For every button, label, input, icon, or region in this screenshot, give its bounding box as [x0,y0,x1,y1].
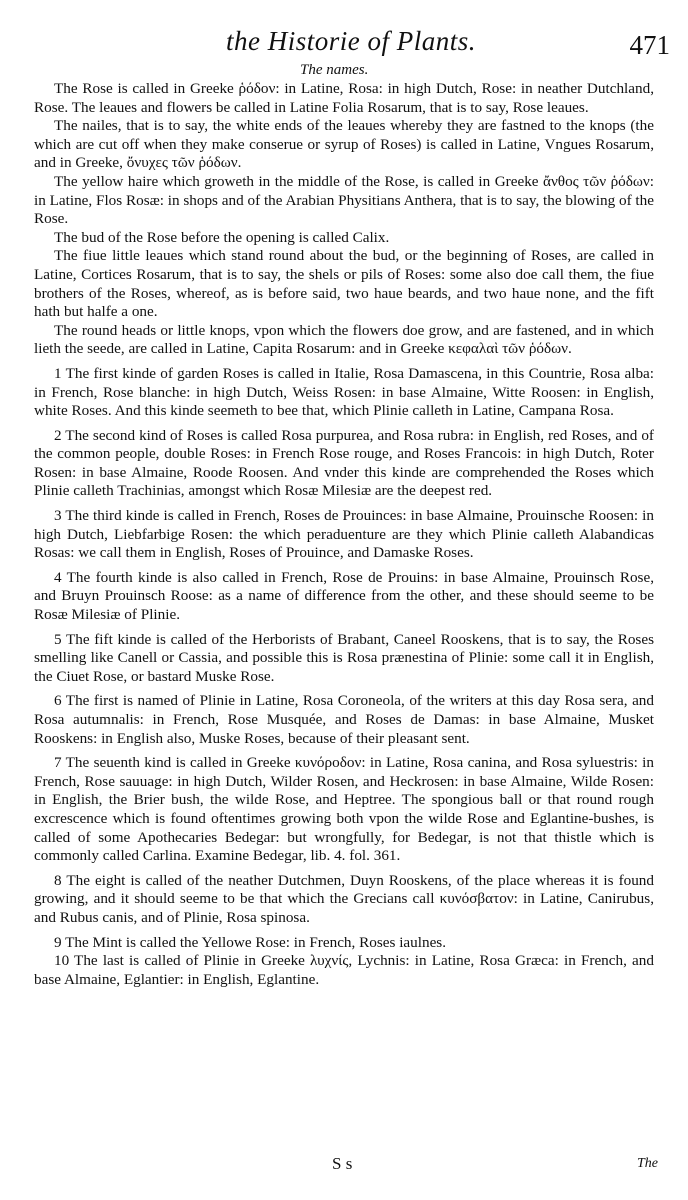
paragraph-bud: The bud of the Rose before the opening is called Calix. [54,228,390,246]
paragraph-kind-6: 6 The first is named of Plinie in Latine, Rosa Coroneola, of the writers at this day Rosa sera, and Rosa autumnalis: in French, Rose Musquée, and Roses de Damas: in base Almaine, Musket Rooskens: in English also, Muske Roses, because of their pleasant sent. [34,692,654,747]
paragraph-nailes: The nailes, that is to say, the white ends of the leaues whereby they are fastned to the knops (the which are cut off when they make conserue or syrup of Roses) is called in Latine, Vngues Rosarum, and in Greeke, ὄνυχες τῶν ῥόδων. [34,117,654,172]
paragraph-rose-names: The Rose is called in Greeke ῥόδον: in Latine, Rosa: in high Dutch, Rose: in neather Dutchland, Rose. The leaues and flowers be called in Latine Folia Rosarum, that is to say, Rose leaues. [34,80,654,116]
page-number: 471 [629,30,670,60]
paragraph-kind-1: 1 The first kinde of garden Roses is called in Italie, Rosa Damascena, in this Countrie, Rosa alba: in French, Rose blanche: in high Dutch, Weiss Rosen: in base Almaine, Witte Roosen: in English, white Roses. And this kinde seemeth to bee that, which Plinie calleth in Latine, Campana Rosa. [34,364,654,420]
paragraph-kind-3: 3 The third kinde is called in French, Roses de Prouinces: in base Almaine, Prouinsche Roosen: in high Dutch, Liebfarbige Rosen: the which peraduenture are they which Plinie calleth Alabandicas Rosas: we call them in English, Roses of Prouince, and Damaske Roses. [34,507,654,562]
paragraph-kind-7: 7 The seuenth kind is called in Greeke κυνόροδον: in Latine, Rosa canina, and Rosa syluestris: in French, Rose sauuage: in high Dutch, Wilder Rosen, and Heckrosen: in base Almaine, Wilde Rosen: in English, the Brier bush, the wilde Rose, and Heptree. The spongious ball or that round rough excrescence which is found oftentimes growing both vpon the wilde Rose and Eglantine-bushes, is called of some Apothecaries Bedegar: but wrongfully, for Bedegar, is not that thistle which is commonly called Carlina. Examine Bedegar, lib. 4. fol. 361. [34,754,654,865]
paragraph-kind-8: 8 The eight is called of the neather Dutchmen, Duyn Rooskens, of the place whereas it is found growing, and it should seeme to be that which the Grecians call κυνόσβατον: in Latine, Canirubus, and Rubus canis, and of Plinie, Rosa spinosa. [34,871,654,926]
body-text [34,80,654,989]
paragraph-fiue-leaues: The fiue little leaues which stand round about the bud, or the beginning of Roses, are called in Latine, Cortices Rosarum, that is to say, the shels or pils of Roses: some also doe call them, the fiue brothers of the Roses, whereof, as is before said, two haue beards, and two haue none, and the fift hath but halfe a one. [34,247,654,321]
paragraph-kind-4: 4 The fourth kinde is also called in French, Rose de Prouins: in base Almaine, Prouinsch Rose, and Bruyn Prouinsch Roose: as a name of difference from the other, and these should seeme to be Rosæ Milesiæ of Plinie. [34,568,654,624]
paragraph-yellow-haire: The yellow haire which groweth in the middle of the Rose, is called in Greeke ἄνθος τῶν ῥόδων: in Latine, Flos Rosæ: in shops and of the Arabian Physitians Anthera, that is to say, the blowing of the Rose. [34,172,654,228]
section-heading: The names. [300,62,369,78]
paragraph-kind-10: 10 The last is called of Plinie in Greeke λυχνίς, Lychnis: in Latine, Rosa Græca: in French, and base Almaine, Eglantier: in English, Eglantine. [34,952,654,988]
paragraph-round-heads: The round heads or little knops, vpon which the flowers doe grow, and are fastened, and in which lieth the seede, are called in Latine, Capita Rosarum: and in Greeke κεφαλαὶ τῶν ῥόδων. [34,321,654,358]
signature-mark: S s [332,1154,353,1173]
paragraph-kind-2: 2 The second kind of Roses is called Rosa purpurea, and Rosa rubra: in English, red Roses, and of the common people, double Roses: in French Rose rouge, and Roses Francois: in high Dutch, Roter Rosen: in base Almaine, Roode Roosen. And vnder this kinde are comprehended the Roses which Plinie calleth Trachinias, amongst which Rosæ Milesiæ are the deepest red. [34,426,654,500]
catchword: The [637,1156,658,1171]
paragraph-kind-5: 5 The fift kinde is called of the Herborists of Brabant, Caneel Rooskens, that is to say, the Roses smelling like Canell or Cassia, and possible this is Rosa prænestina of Plinie: some call it in English, the Ciuet Rose, or bastard Muske Rose. [34,630,654,685]
paragraph-kind-9: 9 The Mint is called the Yellowe Rose: in French, Roses iaulnes. [54,933,447,951]
running-head: the Historie of Plants. [226,26,476,56]
